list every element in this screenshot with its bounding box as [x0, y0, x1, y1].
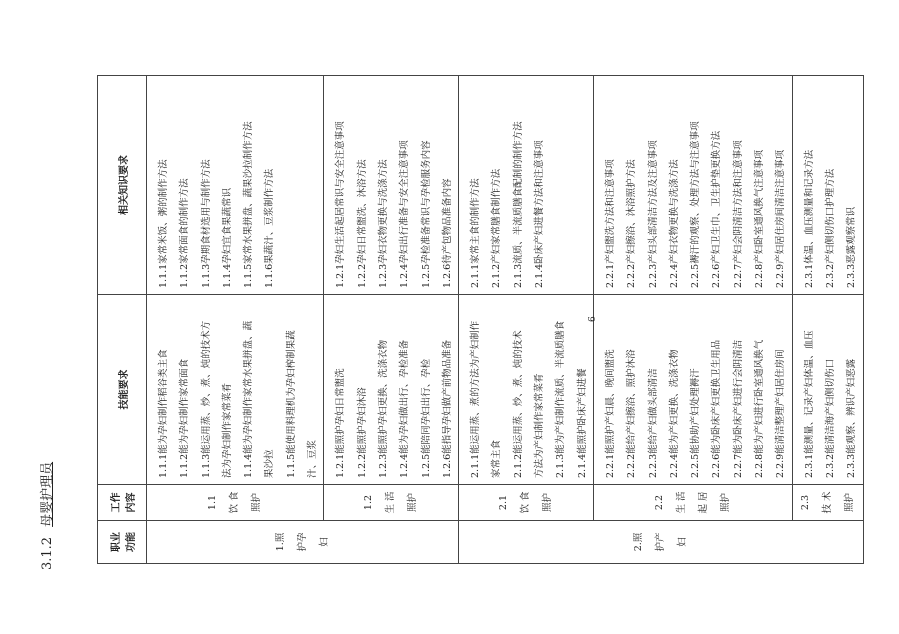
content-cell — [147, 485, 324, 521]
knowledge-line: 2.2.8产妇卧室通风换气注意事项 — [754, 149, 766, 288]
knowledge-cell — [324, 76, 459, 295]
table-body — [147, 76, 864, 564]
skill-line: 2.1.4能照护卧床产妇进餐 — [576, 368, 588, 478]
content-line: 照护 — [407, 493, 419, 513]
section-title: 母婴护理员 — [40, 461, 55, 527]
knowledge-line: 1.1.2家常面食的制作方法 — [179, 178, 191, 288]
knowledge-line: 1.2.1孕妇生活起居常识与安全注意事项 — [335, 121, 347, 288]
content-line: 生 活 — [385, 491, 397, 514]
skill-line: 2.2.1能照护产妇晨、晚间盥洗 — [604, 349, 616, 478]
table-row — [324, 76, 459, 564]
knowledge-line: 1.2.6待产包物品准备内容 — [441, 178, 453, 288]
skill-line: 1.1.1能为孕妇制作稻谷类主食 — [158, 349, 169, 478]
knowledge-line: 2.2.4产妇衣物更换与洗涤方法 — [668, 159, 680, 288]
header-knowledge: 相关知识要求 — [98, 76, 147, 295]
content-line: 2.2 — [653, 494, 665, 511]
knowledge-cell — [459, 76, 594, 295]
content-line: 照护 — [251, 493, 263, 513]
knowledge-line: 2.2.6产妇卫生巾、卫生护垫更换方法 — [711, 130, 723, 288]
skill-line: 2.2.7能为卧床产妇进行会阴清洁 — [732, 339, 744, 478]
skills-table — [97, 75, 864, 564]
content-line: 技 术 — [821, 491, 833, 514]
skill-line: 2.2.2能给产妇擦浴、照护沐浴 — [626, 349, 638, 478]
content-line: 照护 — [843, 493, 855, 513]
content-cell — [593, 485, 792, 521]
knowledge-cell — [593, 76, 792, 295]
function-line: 1.照 — [274, 532, 286, 552]
header-content-line: 工作 — [111, 492, 122, 513]
function-line: 妇 — [676, 537, 688, 547]
skill-line: 1.2.6能指导孕妇做产前物品准备 — [441, 339, 453, 478]
knowledge-line: 2.2.3产妇头部清洁方法及注意事项 — [647, 140, 659, 288]
skill-line: 2.2.8能为产妇进行卧室通风换气 — [754, 339, 766, 478]
header-function-line: 职业 — [111, 532, 122, 552]
skill-cell — [324, 295, 459, 485]
skill-cell — [147, 295, 324, 485]
knowledge-line: 2.1.2产妇家常膳食制作方法 — [491, 168, 503, 288]
knowledge-cell — [147, 76, 324, 295]
knowledge-line: 1.1.5家常水果拼盘、蔬果沙拉制作方法 — [243, 121, 255, 288]
knowledge-line: 2.2.2产妇擦浴、沐浴照护方法 — [626, 159, 638, 288]
content-line: 2.1 — [498, 494, 510, 511]
table-row — [459, 76, 594, 564]
knowledge-cell — [792, 76, 863, 295]
content-line: 照护 — [719, 493, 731, 513]
skill-line: 2.3.3能观察、辨识产妇恶露 — [846, 358, 858, 478]
skill-line: 2.2.9能清洁整理产妇居住房间 — [775, 349, 787, 478]
knowledge-line: 2.2.9产妇居住房间清洁注意事项 — [775, 149, 787, 288]
skill-line: 1.1.3能运用蒸、炒、煮、炖的技术方 — [200, 320, 212, 478]
function-line: 2.照 — [632, 532, 644, 552]
content-line: 饮 食 — [520, 491, 532, 514]
skill-cell — [792, 295, 863, 485]
knowledge-line: 1.2.5孕检准备常识与孕检服务内容 — [420, 140, 432, 288]
skill-line: 2.1.2能运用蒸、炒、煮、炖的技术 — [512, 330, 524, 478]
skill-line: 2.2.6能为卧床产妇更换卫生用品 — [711, 339, 723, 478]
skill-line: 1.1.4能为孕妇制作家常水果拼盘、蔬 — [243, 320, 255, 478]
table-row — [792, 76, 863, 564]
function-line: 妇 — [318, 537, 330, 547]
knowledge-line: 2.3.3恶露观察常识 — [846, 206, 858, 288]
knowledge-line: 2.1.3流质、半流质膳食配制的制作方法 — [512, 121, 524, 288]
header-content-line: 内容 — [126, 492, 137, 513]
content-line: 照护 — [542, 493, 554, 513]
knowledge-line: 1.2.3孕妇衣物更换与洗涤方法 — [377, 159, 389, 288]
header-content — [98, 485, 147, 521]
content-line: 1.1 — [207, 494, 219, 511]
knowledge-line: 2.3.1体温、血压测量和记录方法 — [803, 149, 815, 288]
knowledge-line: 1.1.3孕期食材选用与制作方法 — [200, 159, 212, 288]
skill-line: 2.1.3能为产妇制作流质、半流质膳食 — [555, 320, 567, 478]
knowledge-line: 1.1.1家常米饭、粥的制作方法 — [158, 159, 169, 288]
knowledge-line: 2.2.1产妇盥洗方法和注意事项 — [604, 159, 616, 288]
knowledge-line: 1.1.6果蔬汁、豆浆制作方法 — [264, 168, 276, 288]
skill-line: 2.1.1能运用蒸、煮的方法为产妇制作 — [470, 320, 482, 478]
skill-line: 1.2.3能照护孕妇更换、洗涤衣物 — [377, 339, 389, 478]
page-number: 6 — [588, 316, 598, 322]
knowledge-line: 2.1.1家常主食的制作方法 — [470, 178, 482, 288]
function-cell — [459, 521, 863, 564]
table-row — [147, 76, 324, 564]
content-line: 起 居 — [697, 491, 709, 514]
table-row — [593, 76, 792, 564]
skill-cell — [459, 295, 594, 485]
skill-line: 2.2.3能给产妇做头部清洁 — [647, 368, 659, 478]
header-function-line: 功能 — [126, 532, 137, 552]
skill-line: 法为孕妇制作家常菜肴 — [221, 382, 233, 478]
function-line: 护产 — [654, 532, 666, 552]
skill-cell — [593, 295, 792, 485]
skill-line: 1.2.4能为孕妇做出行、孕检准备 — [399, 339, 411, 478]
knowledge-line: 2.1.4卧床产妇进餐方法和注意事项 — [534, 140, 546, 288]
content-line: 1.2 — [363, 494, 375, 511]
content-line: 饮 食 — [229, 491, 241, 514]
skill-line: 1.1.5能使用料理机为孕妇榨制果蔬 — [285, 330, 297, 478]
knowledge-line: 2.2.5褥汗的观察、处理方法与注意事项 — [690, 121, 702, 288]
knowledge-line: 2.2.7产妇会阴清洁方法和注意事项 — [732, 140, 744, 288]
skill-line: 家常主食 — [491, 439, 503, 478]
table-header-row — [98, 76, 147, 564]
content-cell — [792, 485, 863, 521]
skill-line: 2.2.5能协助产妇处理褥汗 — [690, 368, 702, 478]
content-line: 生 活 — [675, 491, 687, 514]
knowledge-line: 1.2.4孕妇出行准备与安全注意事项 — [399, 140, 411, 288]
section-heading — [36, 462, 55, 570]
skill-line: 2.3.2能清洁海产妇侧切伤口 — [824, 358, 836, 478]
content-line: 2.3 — [799, 494, 811, 511]
skill-line: 1.2.1能照护孕妇日常盥洗 — [335, 368, 347, 478]
skill-line: 2.3.1能测量、记录产妇体温、血压 — [803, 330, 815, 478]
skill-line: 方法为产妇制作家常菜肴 — [534, 373, 546, 478]
knowledge-line: 1.2.2孕妇日常盥洗、沐浴方法 — [356, 159, 368, 288]
content-cell — [324, 485, 459, 521]
header-skill: 技能要求 — [98, 295, 147, 485]
skill-line: 1.1.2能为孕妇制作家常面食 — [179, 358, 191, 478]
function-cell — [147, 521, 459, 564]
knowledge-line: 2.3.2产妇侧切伤口护理方法 — [824, 168, 836, 288]
knowledge-line: 1.1.4孕妇宜食果蔬常识 — [221, 187, 233, 288]
section-number: 3.1.2 — [40, 536, 55, 570]
skill-line: 1.2.5能陪同孕妇出行、孕检 — [420, 358, 432, 478]
content-cell — [459, 485, 594, 521]
skill-line: 1.2.2能照护孕妇沐浴 — [356, 387, 368, 478]
header-function — [98, 521, 147, 564]
skill-line: 2.2.4能为产妇更换、洗涤衣物 — [668, 349, 680, 478]
skill-line: 汁、豆浆 — [307, 439, 319, 478]
function-line: 护孕 — [296, 532, 308, 552]
skill-line: 果沙拉 — [264, 449, 276, 478]
